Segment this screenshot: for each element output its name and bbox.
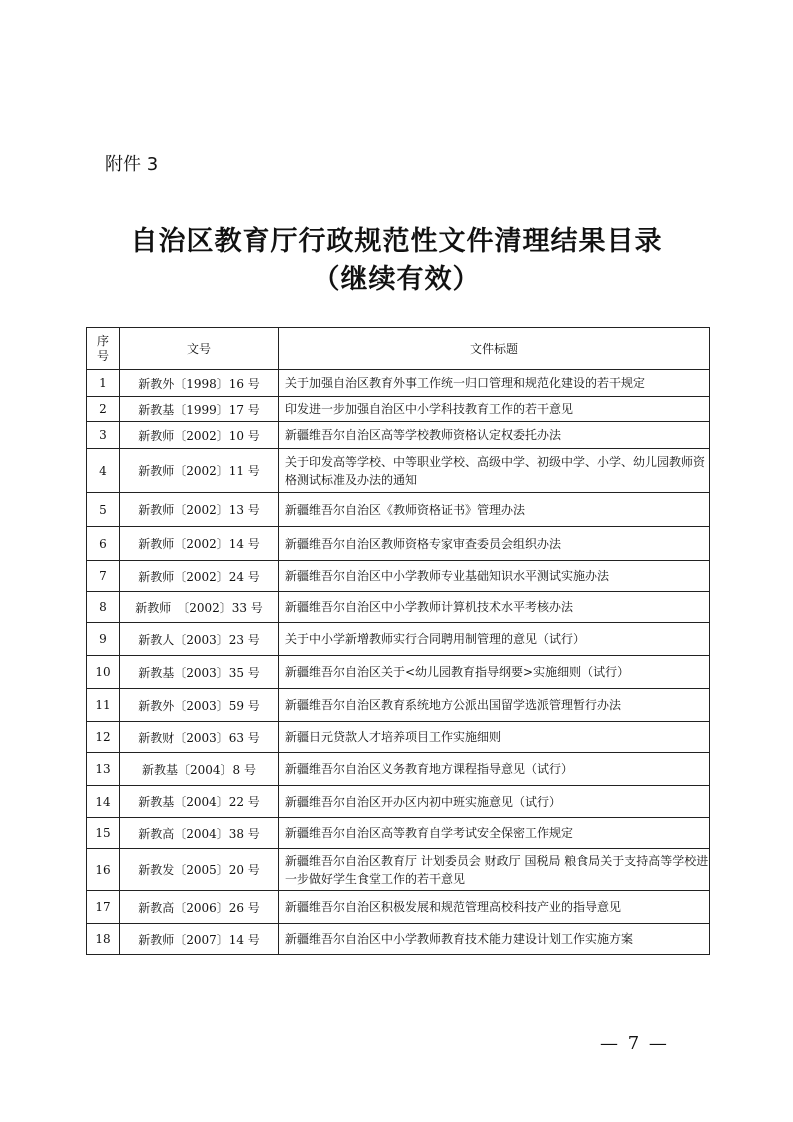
header-seq-bottom: 号 [96, 348, 109, 363]
row-title: 新疆维吾尔自治区关于<幼儿园教育指导纲要>实施细则（试行） [279, 656, 710, 689]
row-title: 新疆维吾尔自治区中小学教师计算机技术水平考核办法 [279, 592, 710, 623]
row-doc-no: 新教外〔2003〕59 号 [120, 689, 279, 722]
row-title: 新疆维吾尔自治区高等学校教师资格认定权委托办法 [279, 422, 710, 449]
table-row [87, 818, 710, 849]
row-doc-no: 新教师〔2007〕14 号 [120, 924, 279, 955]
row-seq: 12 [87, 722, 120, 753]
row-seq: 5 [87, 493, 120, 527]
row-doc-no: 新教师〔2002〕24 号 [120, 561, 279, 592]
row-title: 新疆维吾尔自治区中小学教师教育技术能力建设计划工作实施方案 [279, 924, 710, 955]
table-row [87, 753, 710, 786]
row-title: 新疆维吾尔自治区积极发展和规范管理高校科技产业的指导意见 [279, 891, 710, 924]
row-seq: 6 [87, 527, 120, 561]
row-seq: 11 [87, 689, 120, 722]
row-doc-no: 新教师〔2002〕13 号 [120, 493, 279, 527]
row-doc-no: 新教高〔2004〕38 号 [120, 818, 279, 849]
row-doc-no: 新教基〔2003〕35 号 [120, 656, 279, 689]
header-doc-title: 文件标题 [279, 328, 710, 370]
row-seq: 16 [87, 849, 120, 891]
row-seq: 13 [87, 753, 120, 786]
row-seq: 17 [87, 891, 120, 924]
row-title: 印发进一步加强自治区中小学科技教育工作的若干意见 [279, 397, 710, 422]
row-title: 新疆日元贷款人才培养项目工作实施细则 [279, 722, 710, 753]
row-seq: 10 [87, 656, 120, 689]
row-seq: 14 [87, 786, 120, 818]
row-title: 新疆维吾尔自治区《教师资格证书》管理办法 [279, 493, 710, 527]
row-title: 新疆维吾尔自治区义务教育地方课程指导意见（试行） [279, 753, 710, 786]
table-row [87, 422, 710, 449]
row-doc-no: 新教外〔1998〕16 号 [120, 370, 279, 397]
table-row [87, 449, 710, 493]
document-title: 自治区教育厅行政规范性文件清理结果目录 [130, 226, 663, 257]
page-number: — 7 — [600, 1033, 669, 1054]
row-doc-no: 新教高〔2006〕26 号 [120, 891, 279, 924]
header-seq [87, 328, 120, 370]
table-row [87, 891, 710, 924]
header-doc-no: 文号 [120, 328, 279, 370]
table-row [87, 656, 710, 689]
row-doc-no: 新教基〔2004〕22 号 [120, 786, 279, 818]
table-row [87, 397, 710, 422]
row-seq: 1 [87, 370, 120, 397]
row-title: 新疆维吾尔自治区开办区内初中班实施意见（试行） [279, 786, 710, 818]
table-header-row [87, 328, 710, 370]
document-list-table [86, 327, 710, 955]
row-doc-no: 新教财〔2003〕63 号 [120, 722, 279, 753]
table-row [87, 527, 710, 561]
table-row [87, 493, 710, 527]
row-title: 新疆维吾尔自治区教育系统地方公派出国留学选派管理暂行办法 [279, 689, 710, 722]
row-title: 关于印发高等学校、中等职业学校、高级中学、初级中学、小学、幼儿园教师资格测试标准及办法的通知 [279, 449, 710, 493]
table-row [87, 722, 710, 753]
table-row [87, 689, 710, 722]
row-seq: 18 [87, 924, 120, 955]
table-row [87, 561, 710, 592]
row-doc-no: 新教师 〔2002〕33 号 [120, 592, 279, 623]
table-row [87, 924, 710, 955]
header-seq-top: 序 [96, 333, 109, 348]
row-doc-no: 新教发〔2005〕20 号 [120, 849, 279, 891]
row-title: 关于加强自治区教育外事工作统一归口管理和规范化建设的若干规定 [279, 370, 710, 397]
table-row [87, 623, 710, 656]
row-doc-no: 新教师〔2002〕11 号 [120, 449, 279, 493]
row-doc-no: 新教人〔2003〕23 号 [120, 623, 279, 656]
row-title: 新疆维吾尔自治区教育厅 计划委员会 财政厅 国税局 粮食局关于支持高等学校进一步做好学生食堂工作的若干意见 [279, 849, 710, 891]
attachment-label: 附件 3 [105, 154, 159, 175]
row-title: 新疆维吾尔自治区中小学教师专业基础知识水平测试实施办法 [279, 561, 710, 592]
row-seq: 3 [87, 422, 120, 449]
row-title: 关于中小学新增教师实行合同聘用制管理的意见（试行） [279, 623, 710, 656]
row-seq: 8 [87, 592, 120, 623]
row-doc-no: 新教基〔1999〕17 号 [120, 397, 279, 422]
table-row [87, 849, 710, 891]
table-row [87, 592, 710, 623]
row-seq: 9 [87, 623, 120, 656]
row-title: 新疆维吾尔自治区教师资格专家审查委员会组织办法 [279, 527, 710, 561]
document-subtitle: （继续有效） [312, 264, 481, 295]
table-row [87, 786, 710, 818]
row-seq: 4 [87, 449, 120, 493]
table-row [87, 370, 710, 397]
row-doc-no: 新教基〔2004〕8 号 [120, 753, 279, 786]
row-doc-no: 新教师〔2002〕14 号 [120, 527, 279, 561]
row-seq: 2 [87, 397, 120, 422]
row-seq: 15 [87, 818, 120, 849]
row-doc-no: 新教师〔2002〕10 号 [120, 422, 279, 449]
row-seq: 7 [87, 561, 120, 592]
row-title: 新疆维吾尔自治区高等教育自学考试安全保密工作规定 [279, 818, 710, 849]
